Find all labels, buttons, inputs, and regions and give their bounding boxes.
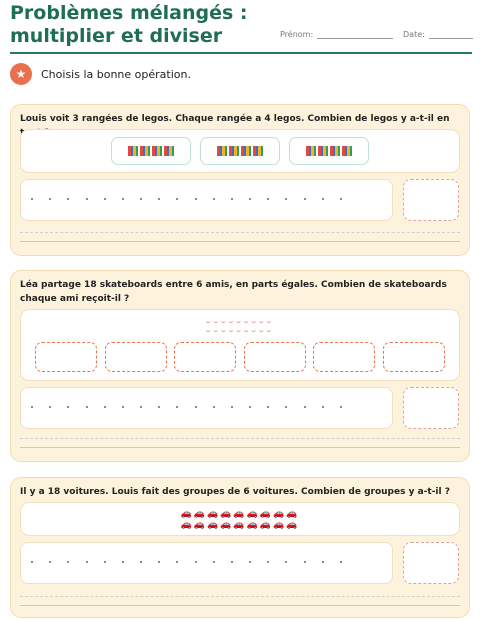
work-box[interactable]	[20, 542, 393, 584]
share-box[interactable]	[244, 342, 306, 372]
guide-dot	[322, 198, 324, 200]
work-box[interactable]	[20, 387, 393, 429]
prenom-label: Prénom:	[280, 30, 314, 39]
instruction-text: Choisis la bonne opération.	[41, 67, 191, 81]
guide-dot	[231, 406, 233, 408]
guide-dot	[267, 198, 269, 200]
lego-icon	[253, 146, 263, 156]
problem-question: Léa partage 18 skateboards entre 6 amis, en parts égales. Combien de skateboards chaque ami reçoit-il ?	[20, 280, 447, 304]
lego-icon	[140, 146, 150, 156]
guide-dot	[158, 198, 160, 200]
worksheet-title	[10, 2, 280, 48]
guide-dot	[340, 561, 342, 563]
lego-icon	[241, 146, 251, 156]
guide-dot	[122, 406, 124, 408]
guide-dot	[67, 561, 69, 563]
guide-dot	[31, 406, 33, 408]
answer-line	[20, 232, 460, 233]
title-line-2: multiplier et diviser	[10, 25, 223, 47]
star-icon: ★	[10, 63, 32, 85]
guide-dot	[86, 198, 88, 200]
guide-dot	[195, 406, 197, 408]
guide-dot	[195, 561, 197, 563]
guide-dot	[231, 198, 233, 200]
guide-dot	[104, 561, 106, 563]
guide-dot	[322, 406, 324, 408]
guide-dot	[304, 406, 306, 408]
guide-dot	[249, 561, 251, 563]
prenom-line[interactable]	[317, 38, 393, 39]
car-row: 🚗🚗🚗🚗🚗🚗🚗🚗🚗	[180, 509, 300, 519]
lego-icon	[318, 146, 328, 156]
guide-dot	[213, 406, 215, 408]
answer-line	[20, 596, 460, 597]
guide-dot	[31, 198, 33, 200]
lego-icon	[164, 146, 174, 156]
lego-icon	[342, 146, 352, 156]
answer-line	[20, 447, 460, 448]
instruction	[10, 63, 191, 85]
lego-icon	[330, 146, 340, 156]
skateboard-row: ⌣⌣⌣⌣⌣⌣⌣⌣⌣	[205, 327, 275, 335]
lego-group	[289, 137, 369, 165]
lego-group	[200, 137, 280, 165]
answer-box[interactable]	[403, 179, 459, 221]
share-box[interactable]	[174, 342, 236, 372]
guide-dot	[86, 406, 88, 408]
car-row: 🚗🚗🚗🚗🚗🚗🚗🚗🚗	[180, 520, 300, 530]
problem-question: Louis voit 3 rangées de legos. Chaque rangée a 4 legos. Combien de legos y a-t-il en	[20, 114, 450, 124]
guide-dot	[49, 406, 51, 408]
guide-dot	[140, 561, 142, 563]
answer-box[interactable]	[403, 542, 459, 584]
lego-icon	[128, 146, 138, 156]
header-rule	[10, 52, 472, 54]
guide-dot	[176, 561, 178, 563]
guide-dot	[249, 198, 251, 200]
guide-dot	[304, 198, 306, 200]
answer-line	[20, 438, 460, 439]
guide-dot	[304, 561, 306, 563]
answer-line	[20, 241, 460, 242]
guide-dot	[285, 561, 287, 563]
problem-question: Il y a 18 voitures. Louis fait des groupes de 6 voitures. Combien de groupes y a-t-il ?	[20, 487, 450, 497]
guide-dot	[140, 198, 142, 200]
prenom-field[interactable]	[280, 30, 393, 39]
problem-card-2	[10, 270, 470, 462]
guide-dot	[195, 198, 197, 200]
guide-dot	[322, 561, 324, 563]
share-boxes	[35, 342, 445, 372]
guide-dot	[158, 406, 160, 408]
guide-dot	[213, 561, 215, 563]
guide-dot	[231, 561, 233, 563]
share-box[interactable]	[313, 342, 375, 372]
guide-dot	[122, 198, 124, 200]
work-box[interactable]	[20, 179, 393, 221]
lego-icon	[217, 146, 227, 156]
guide-dot	[249, 406, 251, 408]
title-line-1: Problèmes mélangés :	[10, 2, 248, 24]
guide-dot	[158, 561, 160, 563]
guide-dot	[140, 406, 142, 408]
lego-icon	[152, 146, 162, 156]
guide-dot	[176, 198, 178, 200]
guide-dot	[285, 406, 287, 408]
share-box[interactable]	[105, 342, 167, 372]
guide-dot	[340, 198, 342, 200]
picture-panel	[20, 129, 460, 173]
lego-icon	[229, 146, 239, 156]
guide-dot	[49, 561, 51, 563]
answer-line	[20, 605, 460, 606]
guide-dot	[285, 198, 287, 200]
guide-dot	[49, 198, 51, 200]
date-field[interactable]	[403, 30, 473, 39]
skateboard-row: ⌣⌣⌣⌣⌣⌣⌣⌣⌣	[205, 318, 275, 326]
guide-dot	[267, 406, 269, 408]
guide-dot	[122, 561, 124, 563]
lego-group	[111, 137, 191, 165]
picture-panel	[20, 502, 460, 536]
guide-dot	[340, 406, 342, 408]
guide-dot	[31, 561, 33, 563]
problem-card-1	[10, 104, 470, 256]
guide-dot	[213, 198, 215, 200]
guide-dot	[67, 198, 69, 200]
guide-dot	[267, 561, 269, 563]
guide-dot	[86, 561, 88, 563]
problem-card-3	[10, 477, 470, 618]
guide-dot	[67, 406, 69, 408]
share-box[interactable]	[35, 342, 97, 372]
guide-dot	[176, 406, 178, 408]
share-box[interactable]	[383, 342, 445, 372]
answer-box[interactable]	[403, 387, 459, 429]
lego-icon	[306, 146, 316, 156]
guide-dot	[104, 406, 106, 408]
date-label: Date:	[403, 30, 425, 39]
guide-dot	[104, 198, 106, 200]
date-line[interactable]	[429, 38, 473, 39]
picture-panel	[20, 309, 460, 381]
